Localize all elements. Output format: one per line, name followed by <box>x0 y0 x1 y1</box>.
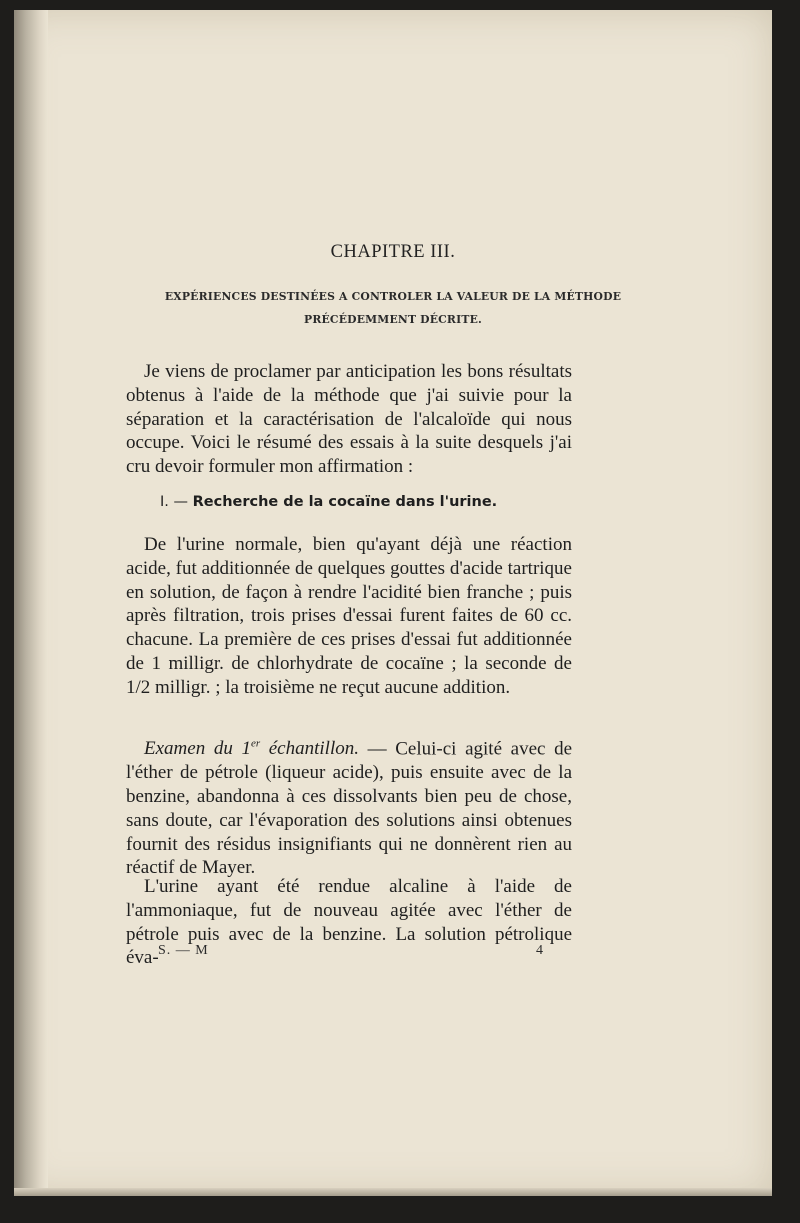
section-title: Recherche de la cocaïne dans l'urine. <box>192 494 498 510</box>
chapter-subtitle-line-1: EXPÉRIENCES DESTINÉES A CONTROLER LA VALEUR DE LA MÉTHODE <box>164 290 622 303</box>
paragraph-urine-preparation: De l'urine normale, bien qu'ayant déjà une réaction acide, fut additionnée de quelques gouttes d'acide tartrique en solution, de façon à rendre l'acidité bien franche ; puis après filtration, trois prises d'essai furent faites de 60 cc. chacune. La première de ces prises d'essai fut additionnée de 1 milligr. de chlorhydrate de cocaïne ; la seconde de 1/2 milligr. ; la troisième ne reçut aucune addition. <box>126 534 572 698</box>
first-sample-heading: Examen du 1er échantillon. <box>144 738 359 760</box>
signature-number: 4 <box>536 943 543 958</box>
section-number: I. — <box>160 494 188 510</box>
page-bottom-edge <box>14 1188 772 1196</box>
paragraph-alkaline-urine: L'urine ayant été rendue alcaline à l'aide de l'ammoniaque, fut de nouveau agitée avec l'éther de pétrole puis avec de la benzine. La solution pétrolique éva- <box>126 876 572 969</box>
chapter-subtitle <box>14 285 772 331</box>
page-gutter-shadow <box>14 10 48 1196</box>
section-heading <box>160 494 497 510</box>
chapter-title: CHAPITRE III. <box>330 242 456 262</box>
intro-paragraph: Je viens de proclamer par anticipation les bons résultats obtenus à l'aide de la méthode que j'ai suivie pour la séparation et la caractérisation de l'alcaloïde qui nous occupe. Voici le résumé des essais à la suite desquels j'ai cru devoir formuler mon affirmation : <box>126 361 572 478</box>
signature-mark: S. — M <box>158 943 209 958</box>
chapter-subtitle-line-2: PRÉCÉDEMMENT DÉCRITE. <box>304 313 482 326</box>
paragraph-first-sample: Examen du 1er échantillon. — Celui-ci agité avec de l'éther de pétrole (liqueur acide), puis ensuite avec de la benzine, abandonna à ces dissolvants bien peu de chose, sans doute, car l'évaporation des solutions ainsi obtenues fournit des résidus insignifiants qui ne donnèrent rien au réactif de Mayer. <box>126 738 573 879</box>
